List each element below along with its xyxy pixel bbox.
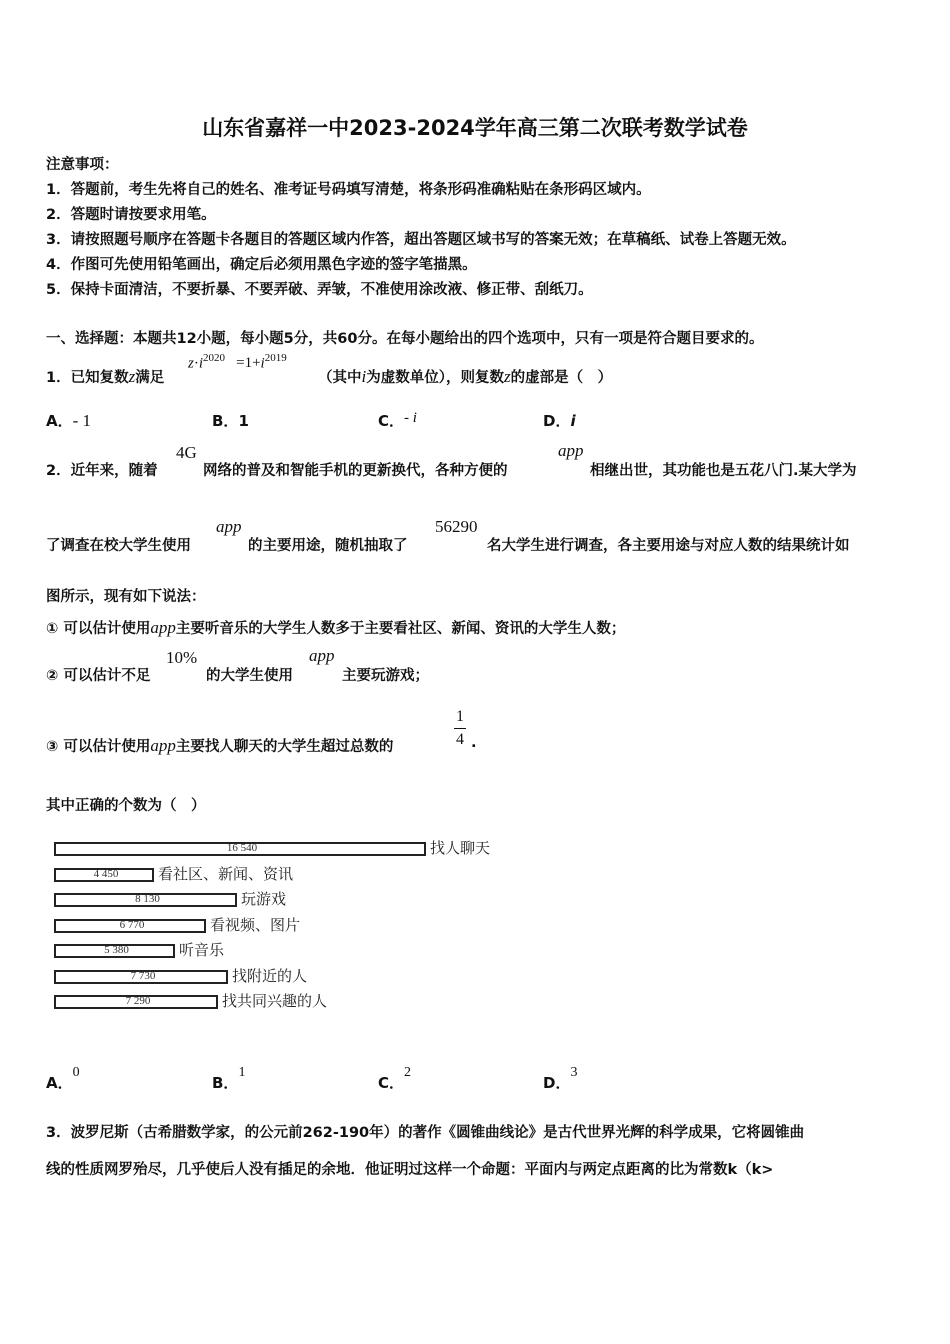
bar-value-label: 16 540 <box>226 842 258 854</box>
question-1: 1．已知复数z满足 <box>46 367 165 386</box>
q2-percent: 10% <box>166 648 198 667</box>
fraction-one-quarter: $\frac{1}{4}$ <box>456 708 464 748</box>
statement-2b: 的大学生使用 <box>206 668 293 684</box>
usage-bar-chart <box>48 832 518 1042</box>
notes-heading: 注意事项： <box>46 157 119 173</box>
question-3-line-2: 线的性质网罗殆尽，几乎使后人没有插足的余地．他证明过这样一个命题：平面内与两定点距离的比为常数k（k> <box>46 1162 774 1178</box>
q2-option-a[interactable]: A．0 <box>46 1065 80 1092</box>
bar-value-label: 4 450 <box>93 868 119 880</box>
bar-6 <box>54 995 218 1009</box>
q1-option-b[interactable]: B．1 <box>212 412 249 430</box>
question-2-line-1c: 相继出世，其功能也是五花八门.某大学为 <box>590 463 857 479</box>
q1-option-d[interactable]: D．i <box>543 412 576 430</box>
q2-option-c[interactable]: C．2 <box>378 1065 412 1092</box>
bar-category-label: 看视频、图片 <box>210 916 301 934</box>
bar-0 <box>54 842 426 856</box>
bar-3 <box>54 919 206 933</box>
bar-value-label: 7 290 <box>125 995 151 1007</box>
question-2-line-1b: 网络的普及和智能手机的更新换代，各种方便的 <box>203 463 508 479</box>
bar-category-label: 玩游戏 <box>241 890 287 908</box>
bar-category-label: 听音乐 <box>179 941 225 959</box>
bar-category-label: 看社区、新闻、资讯 <box>158 865 294 883</box>
q2-app: app <box>309 646 335 665</box>
question-2-line-3: 图所示，现有如下说法： <box>46 589 206 605</box>
q2-sample-size: 56290 <box>435 517 478 536</box>
bar-value-label: 8 130 <box>135 893 160 905</box>
bar-category-label: 找共同兴趣的人 <box>222 992 328 1010</box>
bar-category-label: 找附近的人 <box>232 967 308 985</box>
note-item: 1．答题前，考生先将自己的姓名、准考证号码填写清楚，将条形码准确粘贴在条形码区域内。 <box>46 182 651 198</box>
q2-option-b[interactable]: B．1 <box>212 1065 246 1092</box>
statement-3: ③ 可以估计使用app主要找人聊天的大学生超过总数的 <box>46 736 394 755</box>
statement-1: ① 可以估计使用app主要听音乐的大学生人数多于主要看社区、新闻、资讯的大学生人数； <box>46 618 626 637</box>
q1-equation: $z\cdot i^{2020} =1+i^{2019}$ <box>188 352 287 372</box>
bar-1 <box>54 868 154 882</box>
section-heading: 一、选择题：本题共12小题，每小题5分，共60分。在每小题给出的四个选项中，只有一项是符合题目要求的。 <box>46 331 764 347</box>
note-item: 4．作图可先使用铅笔画出，确定后必须用黑色字迹的签字笔描黑。 <box>46 257 477 273</box>
q2-app: app <box>558 441 584 460</box>
bar-4 <box>54 944 175 958</box>
question-2-line-2c: 名大学生进行调查，各主要用途与对应人数的结果统计如 <box>487 538 850 554</box>
q1-suffix: （其中i为虚数单位），则复数z的虚部是（ ） <box>318 367 613 386</box>
note-item: 5．保持卡面清洁，不要折暴、不要弄破、弄皱，不准使用涂改液、修正带、刮纸刀。 <box>46 282 593 298</box>
bar-value-label: 7 730 <box>130 970 156 982</box>
question-3-line-1: 3．波罗尼斯（古希腊数学家，的公元前262-190年）的著作《圆锥曲线论》是古代世界光辉的科学成果，它将圆锥曲 <box>46 1125 805 1141</box>
q2-4g: 4G <box>176 443 197 462</box>
page-title: 山东省嘉祥一中2023-2024学年高三第二次联考数学试卷 <box>202 116 748 140</box>
note-item: 3．请按照题号顺序在答题卡各题目的答题区域内作答，超出答题区域书写的答案无效；在草稿纸、试卷上答题无效。 <box>46 232 796 248</box>
question-2-line-2: 了调查在校大学生使用 <box>46 538 191 554</box>
q2-question: 其中正确的个数为（ ） <box>46 798 206 814</box>
note-item: 2．答题时请按要求用笔。 <box>46 207 216 223</box>
q2-option-d[interactable]: D．3 <box>543 1065 578 1092</box>
bar-5 <box>54 970 228 984</box>
statement-2: ② 可以估计不足 <box>46 668 151 684</box>
q2-app: app <box>216 517 242 536</box>
question-2-line-1: 2．近年来，随着 <box>46 463 158 479</box>
bar-value-label: 5 380 <box>104 944 129 956</box>
bar-value-label: 6 770 <box>119 919 145 931</box>
statement-2c: 主要玩游戏； <box>342 668 429 684</box>
bar-category-label: 找人聊天 <box>430 839 491 857</box>
bar-2 <box>54 893 237 907</box>
question-2-line-2b: 的主要用途，随机抽取了 <box>248 538 408 554</box>
q1-option-c[interactable]: C．- i <box>378 410 417 430</box>
q1-option-a[interactable]: A．- 1 <box>46 411 92 430</box>
statement-3-end: . <box>471 735 477 751</box>
